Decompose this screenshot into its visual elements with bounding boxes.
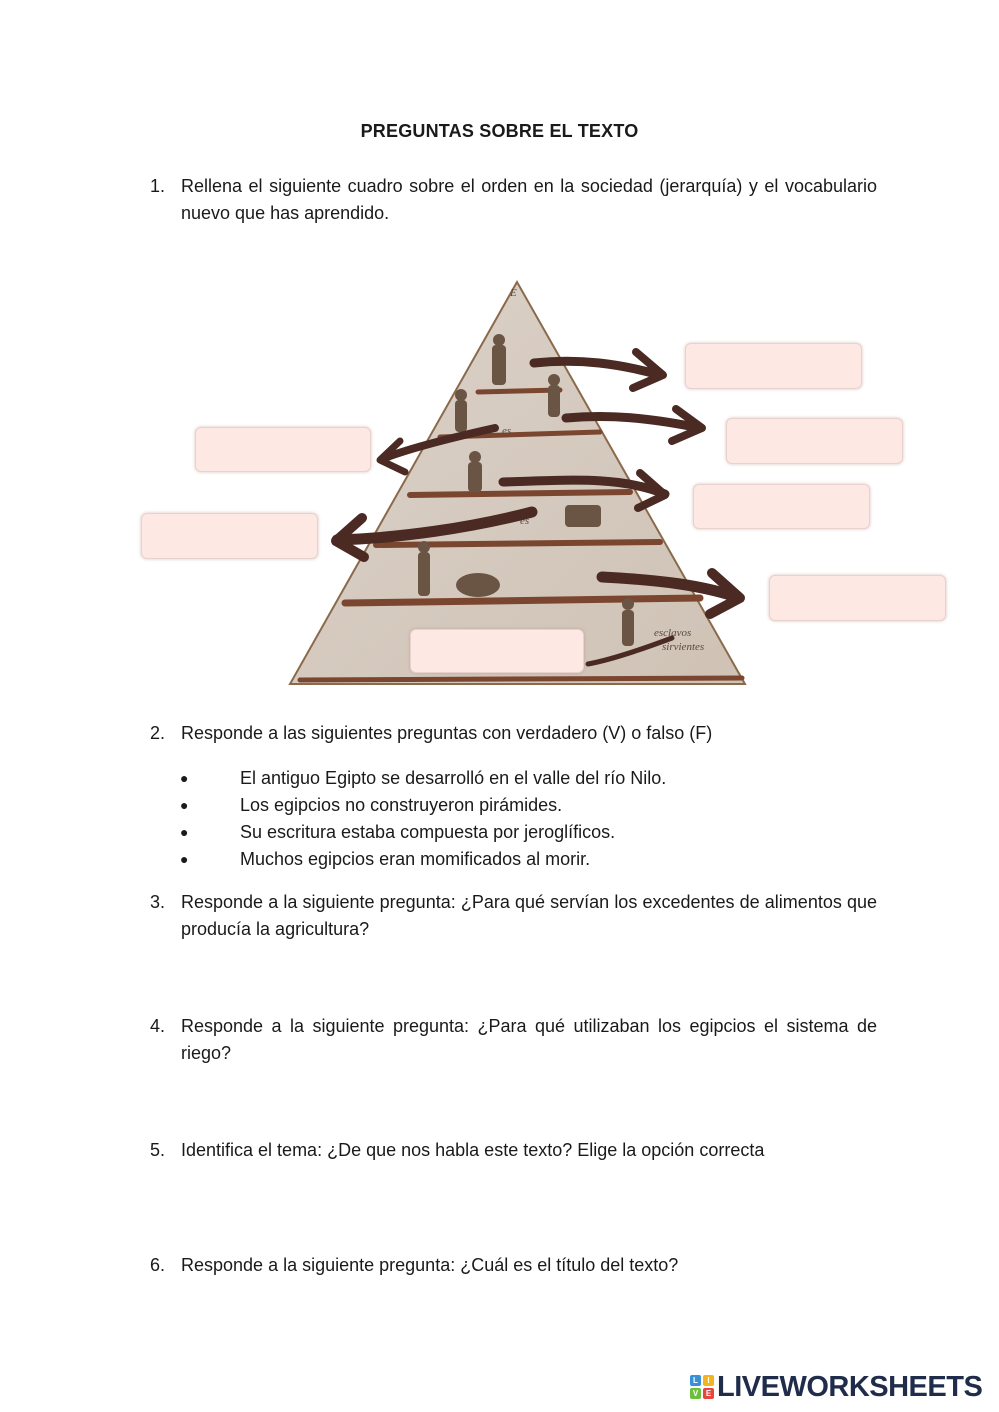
question-text: Responde a las siguientes preguntas con verdadero (V) o falso (F): [181, 723, 713, 743]
answer-box-1[interactable]: [685, 343, 862, 389]
question-number: 5.: [150, 1140, 166, 1160]
question-text: Identifica el tema: ¿De que nos habla este texto? Elige la opción correcta: [181, 1140, 765, 1160]
statement-text: Los egipcios no construyeron pirámides.: [240, 795, 563, 815]
question-number: 1.: [150, 176, 166, 196]
question-text: Responde a la siguiente pregunta: ¿Para qué servían los excedentes de alimentos que producía la agricultura?: [181, 892, 877, 939]
slave-figure: [622, 610, 634, 646]
answer-box-6[interactable]: [769, 575, 946, 621]
question-2: [150, 720, 877, 747]
bullet: ●: [180, 797, 189, 813]
answer-box-5[interactable]: [141, 513, 318, 559]
priest-figure: [455, 400, 467, 432]
page-title: PREGUNTAS SOBRE EL TEXTO: [360, 121, 639, 141]
farmer-figure: [418, 552, 430, 596]
bullet: ●: [180, 824, 189, 840]
craftsmen-figures: [565, 505, 601, 527]
question-number: 3.: [150, 892, 166, 912]
question-text: Responde a la siguiente pregunta: ¿Cuál es el título del texto?: [181, 1255, 679, 1275]
pyramid-label-top: E: [510, 287, 517, 299]
question-4: [150, 1013, 877, 1067]
pharaoh-figure: [492, 345, 506, 385]
question-5: [150, 1137, 877, 1164]
official-figure: [548, 385, 560, 417]
question-number: 4.: [150, 1016, 166, 1036]
question-number: 6.: [150, 1255, 166, 1275]
logo-text: LIVEWORKSHEETS: [717, 1370, 983, 1403]
answer-box-2[interactable]: [726, 418, 903, 464]
pyramid-label-bottom-2: sirvientes: [662, 641, 705, 653]
question-text: Responde a la siguiente pregunta: ¿Para qué utilizaban los egipcios el sistema de riego?: [181, 1016, 877, 1063]
pyramid-label-mid: es: [520, 515, 530, 527]
statement-text: El antiguo Egipto se desarrolló en el valle del río Nilo.: [240, 768, 667, 788]
answer-box-3[interactable]: [195, 427, 371, 472]
liveworksheets-logo: [690, 1372, 982, 1402]
pyramid-label-bottom-1: esclavos: [654, 627, 692, 639]
logo-cubes-icon: L I V E: [690, 1375, 714, 1399]
pyramid-label-left: es: [502, 425, 512, 437]
answer-box-7[interactable]: [410, 629, 584, 673]
question-number: 2.: [150, 723, 166, 743]
question-3: [150, 889, 877, 943]
statement-text: Su escritura estaba compuesta por jeroglíficos.: [240, 822, 616, 842]
ox-figure: [456, 573, 500, 597]
scribe-figure: [468, 462, 482, 492]
bullet: ●: [180, 851, 189, 867]
question-6: [150, 1252, 877, 1279]
bullet: ●: [180, 770, 189, 786]
statement-text: Muchos egipcios eran momificados al morir.: [240, 849, 591, 869]
answer-box-4[interactable]: [693, 484, 870, 529]
question-text: Rellena el siguiente cuadro sobre el orden en la sociedad (jerarquía) y el vocabulario nuevo que has aprendido.: [181, 176, 877, 223]
